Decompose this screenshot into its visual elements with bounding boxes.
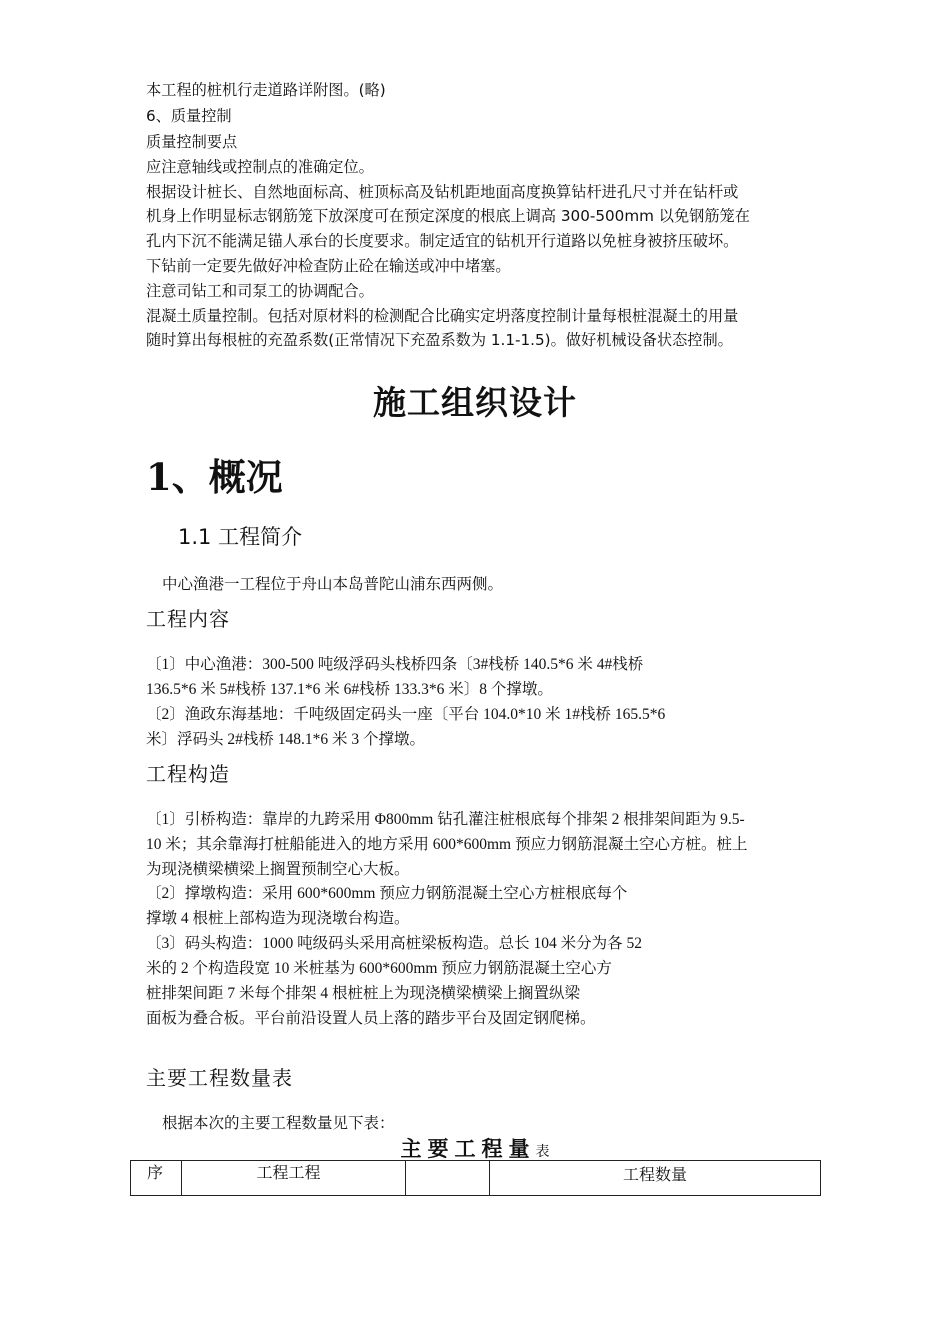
- header-cell-blank: [406, 1161, 490, 1196]
- structure-line: 为现浇横梁横梁上搁置预制空心大板。: [146, 861, 410, 878]
- quantities-intro: 根据本次的主要工程数量见下表：: [162, 1115, 395, 1132]
- intro-line: 下钻前一定要先做好冲检查防止砼在输送或冲中堵塞。: [146, 257, 511, 275]
- table-title-suffix: 表: [535, 1144, 550, 1160]
- intro-line: 6、质量控制: [146, 107, 232, 125]
- content-line: 〔2〕渔政东海基地：千吨级固定码头一座〔平台 104.0*10 米 1#栈桥 165.5*6: [146, 706, 666, 723]
- section-heading: 1、概况: [146, 455, 283, 499]
- subsection-heading: 1.1 工程简介: [178, 525, 303, 549]
- content-line: 米〕浮码头 2#栈桥 148.1*6 米 3 个撑墩。: [146, 731, 426, 748]
- header-cell-item: 工程工程: [182, 1161, 406, 1196]
- intro-line: 机身上作明显标志钢筋笼下放深度可在预定深度的根底上调高 300-500mm 以免钢筋笼在: [146, 207, 750, 225]
- structure-line: 〔3〕码头构造：1000 吨级码头采用高桩梁板构造。总长 104 米分为各 52: [146, 935, 643, 952]
- intro-line: 质量控制要点: [146, 133, 238, 151]
- structure-line: 撑墩 4 根桩上部构造为现浇墩台构造。: [146, 910, 410, 927]
- structure-line: 面板为叠合板。平台前沿设置人员上落的踏步平台及固定钢爬梯。: [146, 1010, 596, 1027]
- intro-line: 混凝土质量控制。包括对原材料的检测配合比确实定坍落度控制计量每根桩混凝土的用量: [146, 307, 739, 325]
- structure-line: 〔1〕引桥构造：靠岸的九跨采用 Φ800mm 钻孔灌注桩根底每个排架 2 根排架间距为 9.5-: [146, 811, 745, 828]
- quantity-table: [130, 1160, 821, 1196]
- project-location: 中心渔港一工程位于舟山本岛普陀山浦东西两侧。: [162, 576, 504, 593]
- structure-line: 10 米；其余靠海打桩船能进入的地方采用 600*600mm 预应力钢筋混凝土空心方桩。桩上: [146, 836, 748, 853]
- intro-line: 根据设计桩长、自然地面标高、桩顶标高及钻机距地面高度换算钻杆进孔尺寸并在钻杆或: [146, 183, 739, 201]
- intro-line: 随时算出每根桩的充盈系数(正常情况下充盈系数为 1.1-1.5)。做好机械设备状态控制。: [146, 331, 733, 349]
- content-heading: 工程内容: [146, 607, 230, 631]
- intro-line: 本工程的桩机行走道路详附图。(略): [146, 81, 386, 99]
- structure-line: 桩排架间距 7 米每个排架 4 根桩桩上为现浇横梁横梁上搁置纵梁: [146, 985, 581, 1002]
- header-cell-index: 序: [131, 1161, 182, 1196]
- structure-heading: 工程构造: [146, 762, 230, 786]
- document-title: 施工组织设计: [373, 383, 577, 422]
- header-cell-quantity: 工程数量: [490, 1161, 821, 1196]
- structure-line: 〔2〕撑墩构造：采用 600*600mm 预应力钢筋混凝土空心方桩根底每个: [146, 885, 628, 902]
- table-header-row: [131, 1161, 821, 1196]
- content-line: 〔1〕中心渔港：300-500 吨级浮码头栈桥四条〔3#栈桥 140.5*6 米 4#栈桥: [146, 656, 644, 673]
- intro-line: 注意司钻工和司泵工的协调配合。: [146, 282, 374, 300]
- quantities-heading: 主要工程数量表: [146, 1066, 293, 1090]
- intro-line: 应注意轴线或控制点的准确定位。: [146, 158, 374, 176]
- structure-line: 米的 2 个构造段宽 10 米桩基为 600*600mm 预应力钢筋混凝土空心方: [146, 960, 612, 977]
- table-title-main: 主要工程量: [400, 1137, 536, 1161]
- intro-line: 孔内下沉不能满足锚人承台的长度要求。制定适宜的钻机开行道路以免桩身被挤压破坏。: [146, 232, 739, 250]
- content-line: 136.5*6 米 5#栈桥 137.1*6 米 6#栈桥 133.3*6 米〕8 个撑墩。: [146, 681, 553, 698]
